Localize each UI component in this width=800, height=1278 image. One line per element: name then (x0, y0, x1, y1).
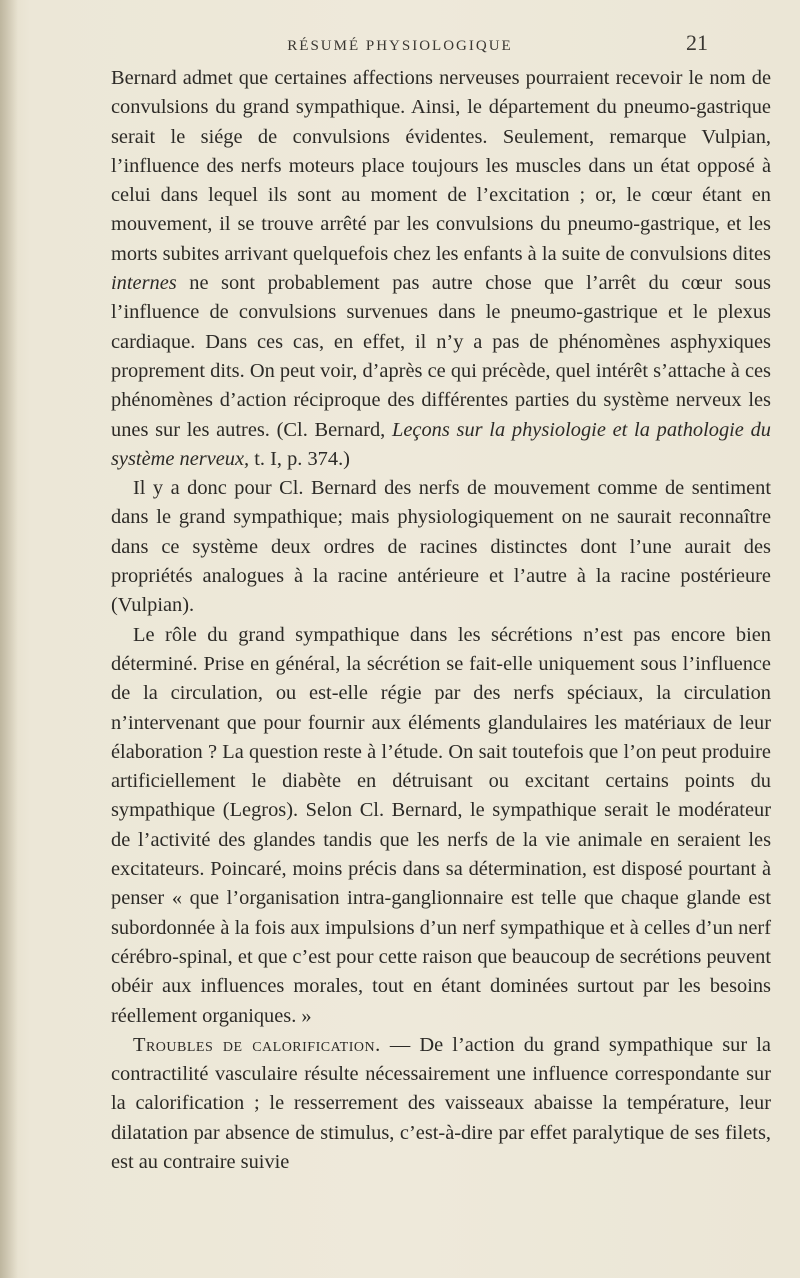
body-text (111, 64, 771, 1177)
page-number: 21 (686, 30, 708, 55)
paragraph-4 (111, 1031, 771, 1177)
paragraph-1 (111, 64, 771, 474)
paragraph-2: Il y a donc pour Cl. Bernard des nerfs de mouvement comme de sentiment dans le grand sympathique; mais physiologiquement on ne saurait reconnaître dans ce système deux ordres de racines distinctes dont l’une aurait des propriétés analogues à la racine antérieure et l’autre à la racine postérieure (Vulpian). (111, 477, 771, 617)
paragraph-1-part-1: Bernard admet que certaines affections nerveuses pourraient recevoir le nom de convulsions du grand sympathique. Ainsi, le département du pneumo-gastrique serait le siége de convulsions évidentes. Seulement, remarque Vulpian, l’influence des nerfs moteurs place toujours les muscles dans un état opposé à celui dans lequel ils sont au moment de l’excitation ; or, le cœur étant en mouvement, il se trouve arrêté par les convulsions du pneumo-gastrique, et les morts subites arrivant quelquefois chez les enfants à la suite de convulsions dites (111, 67, 771, 265)
paragraph-1-italic-internes: internes (111, 272, 177, 295)
paragraph-1-part-2: ne sont probablement pas autre chose que l’arrêt du cœur sous l’influence de convulsions survenues dans le pneumo-gastrique et le plexus cardiaque. Dans ces cas, en effet, il n’y a pas de phénomènes asphyxiques proprement dits. On peut voir, d’après ce qui précède, quel intérêt s’attache à ces phénomènes d’action réciproque des différentes parties du système nerveux les unes sur les autres. (Cl. Bernard, (111, 272, 771, 441)
paragraph-4-text: — De l’action du grand sympathique sur la contractilité vasculaire résulte nécessairement une influence correspondante sur la calorification ; le resserrement des vaisseaux abaisse la température, leur dilatation par absence de stimulus, c’est-à-dire par effet paralytique de ses filets, est au contraire suivie (111, 1033, 771, 1173)
paragraph-3: Le rôle du grand sympathique dans les sécrétions n’est pas encore bien déterminé. Prise en général, la sécrétion se fait-elle uniquement sous l’influence de la circulation, ou est-elle régie par des nerfs spéciaux, la circulation n’intervenant que pour fournir aux éléments glandulaires les matériaux de leur élaboration ? La question reste à l’étude. On sait toutefois que l’on peut produire artificiellement le diabète en détruisant ou excitant certains points du sympathique (Legros). Selon Cl. Bernard, le sympathique serait le modérateur de l’activité des glandes tandis que les nerfs de la vie animale en seraient les excitateurs. Poincaré, moins précis dans sa détermination, est disposé pourtant à penser « que l’organisation intra-ganglionnaire est telle que chaque glande est subordonnée à la fois aux impulsions d’un nerf sympathique et à celles d’un nerf cérébro-spinal, et que c’est pour cette raison que beaucoup de secrétions peuvent obéir aux influences morales, tout en étant dominées surtout par les besoins réellement organiques. » (111, 623, 771, 1027)
paragraph-1-citation-title: Leçons sur la physiologie et la pathologie du système nerveux, (111, 418, 771, 470)
running-head (0, 30, 800, 60)
paragraph-1-part-3: t. I, p. 374.) (254, 447, 350, 470)
running-title: RÉSUMÉ PHYSIOLOGIQUE (287, 38, 513, 54)
page-gutter-shadow (0, 0, 18, 1278)
section-heading-troubles: Troubles de calorification. (133, 1033, 381, 1056)
